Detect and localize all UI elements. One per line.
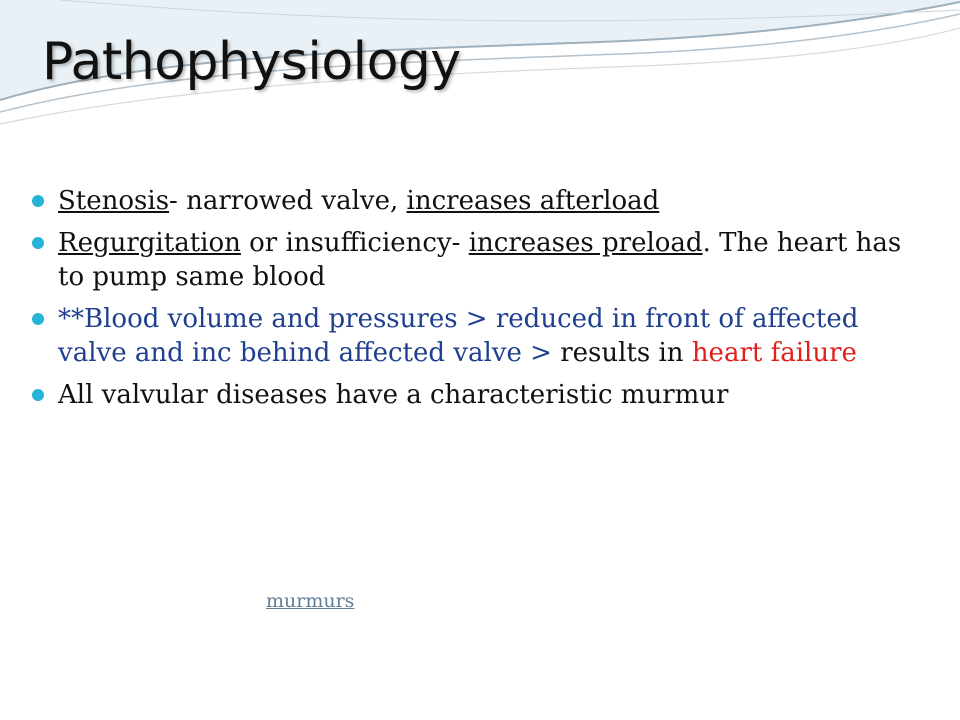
murmurs-link[interactable]: murmurs [266,590,355,612]
bullet-text-segment: heart failure [691,338,857,368]
bullet-text-segment: or insufficiency- [240,228,469,258]
bullet-text-segment: Regurgitation [58,228,241,258]
bullet-text-segment: results in [560,338,692,368]
bullet-dot-icon [32,237,44,249]
bullet-item [32,184,912,218]
bullet-item [32,226,912,294]
bullet-text-segment: Stenosis [58,186,170,216]
bullet-text-segment: **Blood volume and pressures > reduced in front of affected valve and inc behind affected valve > [58,304,859,368]
bullet-text-segment: . The heart has to pump same blood [58,228,902,292]
bullet-item [32,378,912,412]
bullet-dot-icon [32,195,44,207]
slide-title: Pathophysiology [42,32,461,92]
bullet-item [32,302,912,370]
bullet-list [32,184,912,420]
bullet-text-segment: increases afterload [406,186,660,216]
bullet-text-segment: increases preload [468,228,703,258]
bullet-dot-icon [32,389,44,401]
bullet-dot-icon [32,313,44,325]
bullet-text-segment: - narrowed valve, [169,186,407,216]
bullet-text-segment: All valvular diseases have a characteristic murmur [58,380,729,410]
